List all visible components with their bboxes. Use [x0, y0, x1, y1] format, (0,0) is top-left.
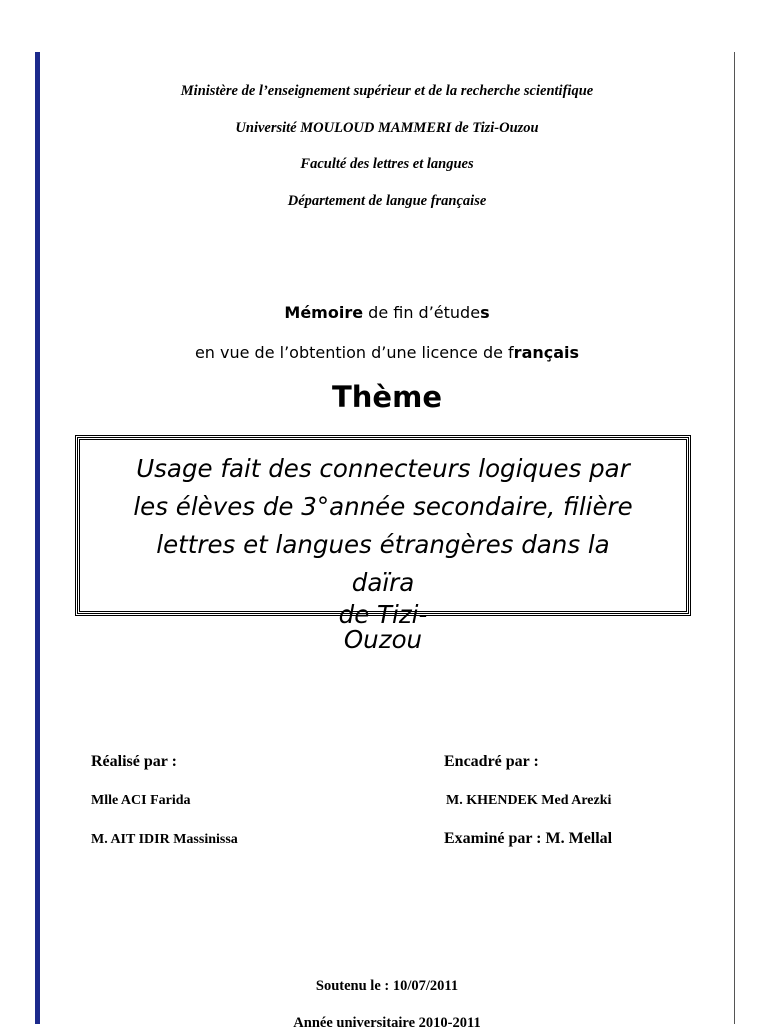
licence-bold: rançais: [513, 343, 580, 362]
title-line-4: daïra: [351, 568, 415, 597]
memoire-line: [40, 303, 734, 322]
header-department: Département de langue française: [287, 193, 487, 209]
title-line-5: de Tizi-: [338, 600, 428, 629]
realise-label: Réalisé par :: [91, 753, 177, 770]
header-university: Université MOULOUD MAMMERI de Tizi-Ouzou: [235, 120, 539, 136]
memoire-s: s: [480, 303, 490, 322]
title-line-3: lettres et langues étrangères dans la: [156, 530, 610, 559]
memoire-rest: de fin d’étude: [363, 303, 481, 322]
licence-line: [40, 343, 734, 362]
header-faculty: Faculté des lettres et langues: [300, 156, 474, 172]
student-1: Mlle ACI Farida: [91, 793, 191, 808]
annee-universitaire: Année universitaire 2010-2011: [293, 1015, 481, 1031]
right-margin-line: [734, 52, 735, 1024]
memoire-word: Mémoire: [284, 303, 364, 322]
examine-line: Examiné par : M. Mellal: [444, 830, 613, 847]
header-ministry: Ministère de l’enseignement supérieur et de la recherche scientifique: [180, 83, 594, 99]
encadre-label: Encadré par :: [444, 753, 539, 770]
title-line-6: Ouzou: [343, 625, 423, 654]
soutenu-date: Soutenu le : 10/07/2011: [315, 978, 459, 994]
licence-pre: en vue de l’obtention d’une licence de f: [194, 343, 514, 362]
title-line-1: Usage fait des connecteurs logiques par: [136, 454, 630, 483]
memoire-title: [85, 450, 681, 652]
student-2: M. AIT IDIR Massinissa: [91, 832, 238, 847]
title-line-2: les élèves de 3°année secondaire, filière: [133, 492, 633, 521]
supervisor: M. KHENDEK Med Arezki: [446, 793, 612, 808]
theme-label: Thème: [332, 380, 442, 414]
